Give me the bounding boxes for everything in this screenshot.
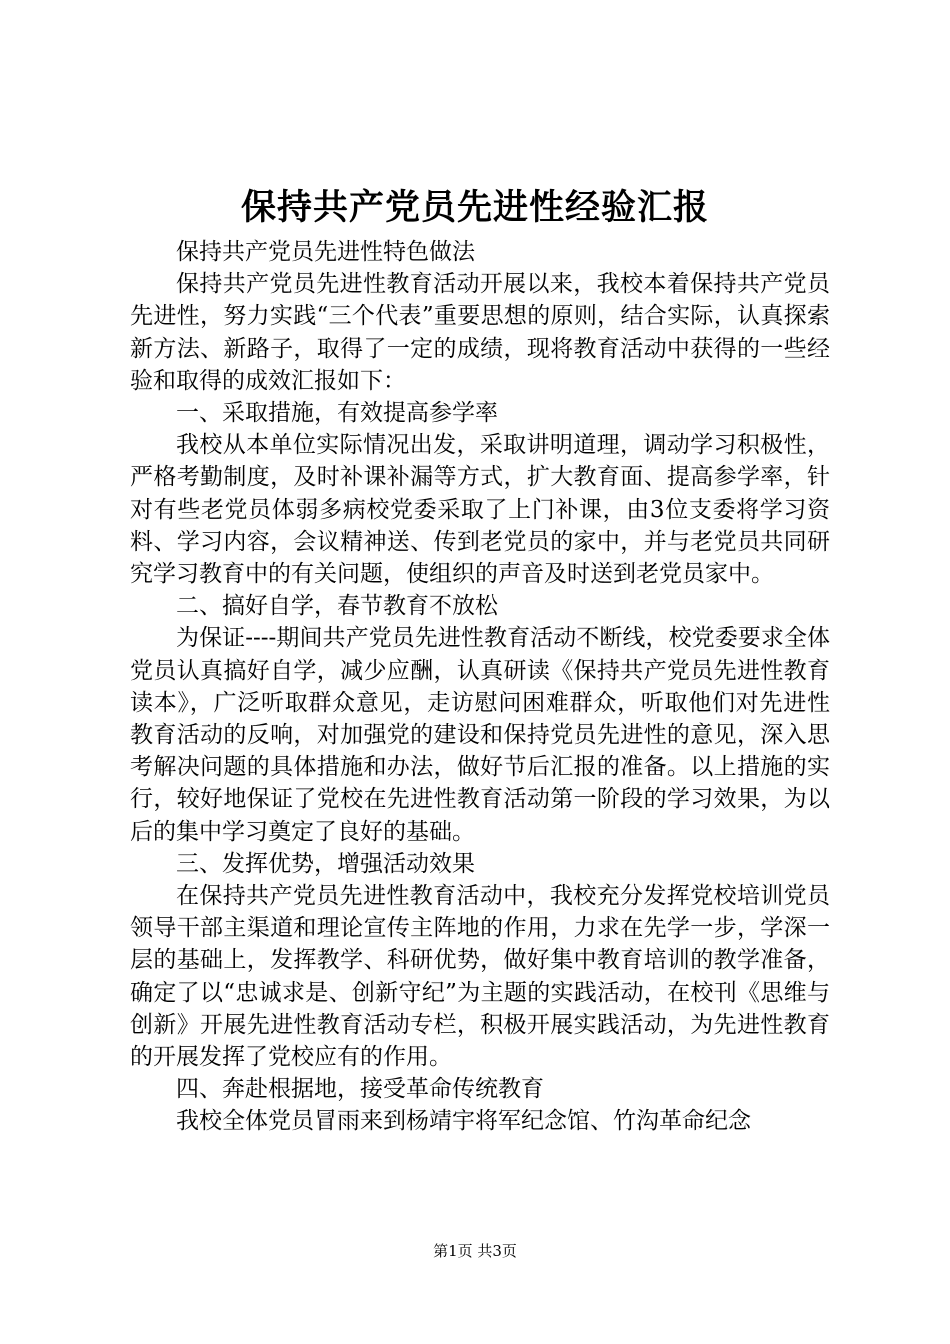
section-paragraph-3: 在保持共产党员先进性教育活动中，我校充分发挥党校培训党员领导干部主渠道和理论宣传主阵地的作用，力求在先学一步，学深一层的基础上，发挥教学、科研优势，做好集中教育培训的教学准备，确定了以“忠诚求是、创新守纪”为主题的实践活动，在校刊《思维与创新》开展先进性教育活动专栏，积极开展实践活动，为先进性教育的开展发挥了党校应有的作用。 bbox=[130, 883, 830, 1071]
document-body bbox=[130, 236, 830, 1138]
document-title: 保持共产党员先进性经验汇报 bbox=[240, 187, 709, 228]
subtitle-paragraph: 保持共产党员先进性特色做法 bbox=[176, 239, 475, 265]
section-heading-4: 四、奔赴根据地，接受革命传统教育 bbox=[176, 1076, 544, 1103]
section-heading-2: 二、搞好自学，春节教育不放松 bbox=[176, 593, 498, 620]
section-heading-3: 三、发挥优势，增强活动效果 bbox=[176, 850, 475, 877]
section-paragraph-4: 我校全体党员冒雨来到杨靖宇将军纪念馆、竹沟革命纪念 bbox=[176, 1108, 751, 1135]
intro-paragraph: 保持共产党员先进性教育活动开展以来，我校本着保持共产党员先进性，努力实践“三个代表”重要思想的原则，结合实际，认真探索新方法、新路子，取得了一定的成绩，现将教育活动中获得的一些经验和取得的成效汇报如下： bbox=[130, 271, 830, 394]
section-heading-1: 一、采取措施，有效提高参学率 bbox=[176, 400, 498, 427]
page-number-footer: 第1页 共3页 bbox=[433, 1242, 517, 1260]
section-paragraph-2: 为保证----期间共产党员先进性教育活动不断线，校党委要求全体党员认真搞好自学，减少应酬，认真研读《保持共产党员先进性教育读本》，广泛听取群众意见，走访慰问困难群众，听取他们对先进性教育活动的反响，对加强党的建设和保持党员先进性的意见，深入思考解决问题的具体措施和办法，做好节后汇报的准备。以上措施的实行，较好地保证了党校在先进性教育活动第一阶段的学习效果，为以后的集中学习奠定了良好的基础。 bbox=[130, 625, 830, 845]
section-paragraph-1: 我校从本单位实际情况出发，采取讲明道理，调动学习积极性，严格考勤制度，及时补课补漏等方式，扩大教育面、提高参学率，针对有些老党员体弱多病校党委采取了上门补课，由3位支委将学习资料、学习内容，会议精神送、传到老党员的家中，并与老党员共同研究学习教育中的有关问题，使组织的声音及时送到老党员家中。 bbox=[130, 432, 830, 588]
